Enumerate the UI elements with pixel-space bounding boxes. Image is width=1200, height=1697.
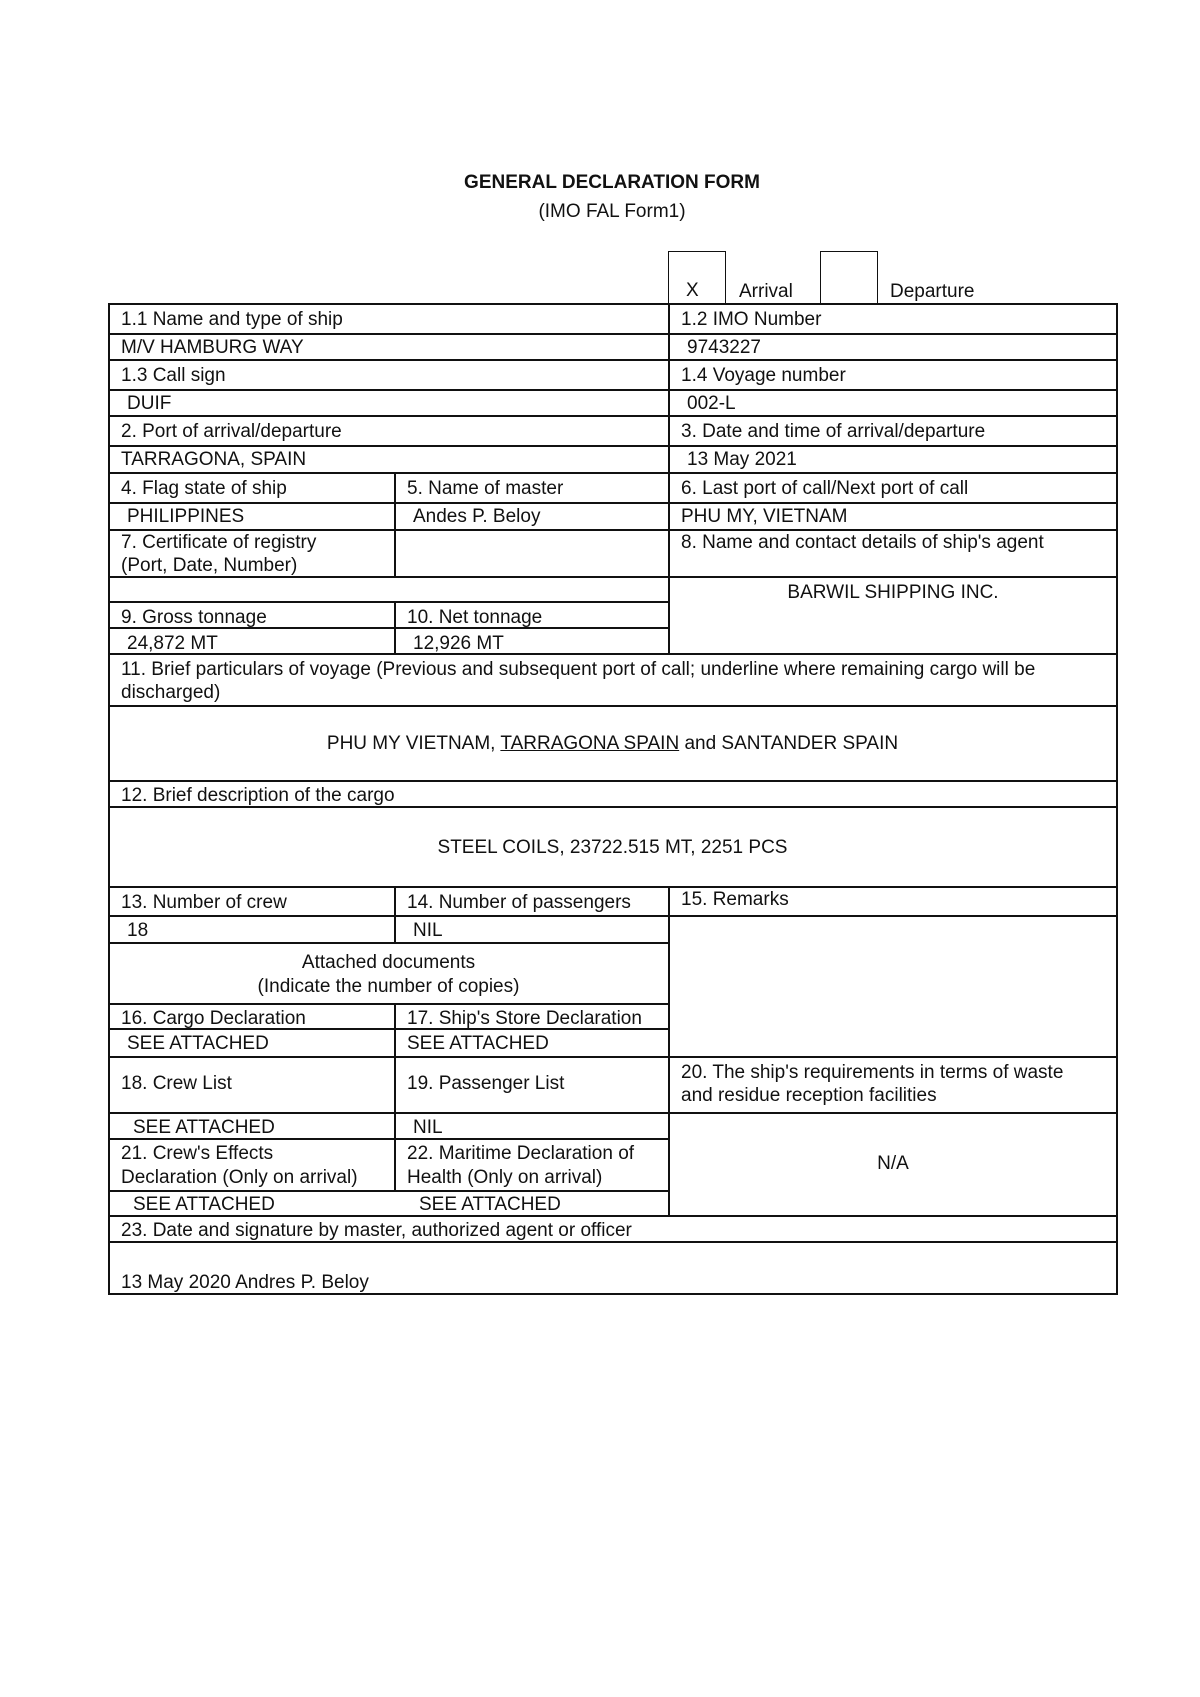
call-sign-label: 1.3 Call sign [121,365,226,386]
port-value[interactable]: TARRAGONA, SPAIN [121,449,307,470]
crew-effects-label-line1: 21. Crew's Effects [121,1143,274,1164]
form-title: GENERAL DECLARATION FORM [464,172,760,193]
row-divider [108,601,669,603]
date-time-value[interactable]: 13 May 2021 [687,449,797,470]
row-divider [108,1003,669,1005]
imo-number-value[interactable]: 9743227 [687,337,761,358]
column-divider [394,472,396,577]
crew-effects-value[interactable]: SEE ATTACHED [133,1194,275,1215]
row-divider [108,1190,669,1192]
gross-tonnage-label: 9. Gross tonnage [121,607,267,628]
health-declaration-value[interactable]: SEE ATTACHED [419,1194,561,1215]
table-border-left [108,303,110,1295]
row-divider [108,415,1118,417]
gross-tonnage-value[interactable]: 24,872 MT [127,633,218,654]
row-divider [108,333,1118,335]
row-divider [108,942,669,944]
health-declaration-label-line1: 22. Maritime Declaration of [407,1143,635,1164]
net-tonnage-label: 10. Net tonnage [407,607,543,628]
signature-value[interactable]: 13 May 2020 Andres P. Beloy [121,1272,369,1293]
crew-effects-label-line2: Declaration (Only on arrival) [121,1167,358,1188]
column-divider [394,1003,396,1190]
voyage-particulars-label-line1: 11. Brief particulars of voyage (Previous and subsequent port of call; underline where remaining cargo will be [121,659,1036,680]
column-divider [394,601,396,653]
net-tonnage-value[interactable]: 12,926 MT [413,633,504,654]
voyage-particulars-value-part2: and SANTANDER SPAIN [679,733,899,754]
passenger-number-value[interactable]: NIL [413,920,443,941]
row-divider [108,445,1118,447]
departure-label: Departure [890,281,975,302]
voyage-number-value[interactable]: 002-L [687,393,736,414]
flag-state-label: 4. Flag state of ship [121,478,287,499]
call-sign-value[interactable]: DUIF [127,393,172,414]
row-divider [108,705,1118,707]
certificate-label-line1: 7. Certificate of registry [121,532,317,553]
arrival-check-mark: X [686,280,699,301]
row-divider [108,389,1118,391]
voyage-number-label: 1.4 Voyage number [681,365,846,386]
row-divider [108,886,1118,888]
arrival-checkbox[interactable] [668,251,726,304]
health-declaration-label-line2: Health (Only on arrival) [407,1167,603,1188]
agent-value[interactable]: BARWIL SHIPPING INC. [787,582,999,603]
remarks-label: 15. Remarks [681,889,789,910]
certificate-label-line2: (Port, Date, Number) [121,555,298,576]
row-divider [108,1112,1118,1114]
imo-number-label: 1.2 IMO Number [681,309,822,330]
waste-requirements-value[interactable]: N/A [877,1153,909,1174]
voyage-particulars-value-part1: PHU MY VIETNAM, [326,733,501,754]
date-time-label: 3. Date and time of arrival/departure [681,421,986,442]
waste-requirements-label-line1: 20. The ship's requirements in terms of waste [681,1062,1064,1083]
cargo-declaration-value[interactable]: SEE ATTACHED [127,1033,269,1054]
row-divider [108,1056,1118,1058]
voyage-particulars-label-line2: discharged) [121,682,221,703]
last-port-label: 6. Last port of call/Next port of call [681,478,969,499]
passenger-list-value[interactable]: NIL [413,1117,443,1138]
last-port-value[interactable]: PHU MY, VIETNAM [681,506,848,527]
ship-name-value[interactable]: M/V HAMBURG WAY [121,337,304,358]
voyage-particulars-value[interactable] [109,732,1116,755]
row-divider [108,653,1118,655]
form-subtitle: (IMO FAL Form1) [538,201,686,222]
ship-name-label: 1.1 Name and type of ship [121,309,343,330]
cargo-description-label: 12. Brief description of the cargo [121,785,395,806]
attached-documents-heading: Attached documents [301,952,476,973]
crew-list-label: 18. Crew List [121,1073,232,1094]
cargo-declaration-label: 16. Cargo Declaration [121,1008,306,1029]
flag-state-value[interactable]: PHILIPPINES [127,506,245,527]
signature-label: 23. Date and signature by master, authorized agent or officer [121,1220,632,1241]
store-declaration-value[interactable]: SEE ATTACHED [407,1033,549,1054]
cargo-description-value[interactable]: STEEL COILS, 23722.515 MT, 2251 PCS [437,837,788,858]
waste-requirements-label-line2: and residue reception facilities [681,1085,937,1106]
departure-checkbox[interactable] [820,251,878,304]
passenger-number-label: 14. Number of passengers [407,892,631,913]
arrival-label: Arrival [739,281,793,302]
table-border-right [1116,303,1118,1295]
master-label: 5. Name of master [407,478,564,499]
passenger-list-label: 19. Passenger List [407,1073,565,1094]
row-divider [108,359,1118,361]
row-divider [108,915,1118,917]
crew-list-value[interactable]: SEE ATTACHED [133,1117,275,1138]
voyage-particulars-value-underlined: TARRAGONA SPAIN [500,733,680,754]
master-value[interactable]: Andes P. Beloy [413,506,541,527]
port-label: 2. Port of arrival/departure [121,421,342,442]
row-divider [108,303,1118,305]
row-divider [108,780,1118,782]
agent-label: 8. Name and contact details of ship's agent [681,532,1044,553]
row-divider [108,472,1118,474]
row-divider [108,502,1118,504]
store-declaration-label: 17. Ship's Store Declaration [407,1008,642,1029]
crew-number-label: 13. Number of crew [121,892,287,913]
column-divider [394,886,396,943]
attached-documents-note: (Indicate the number of copies) [257,976,520,997]
crew-number-value[interactable]: 18 [127,920,149,941]
